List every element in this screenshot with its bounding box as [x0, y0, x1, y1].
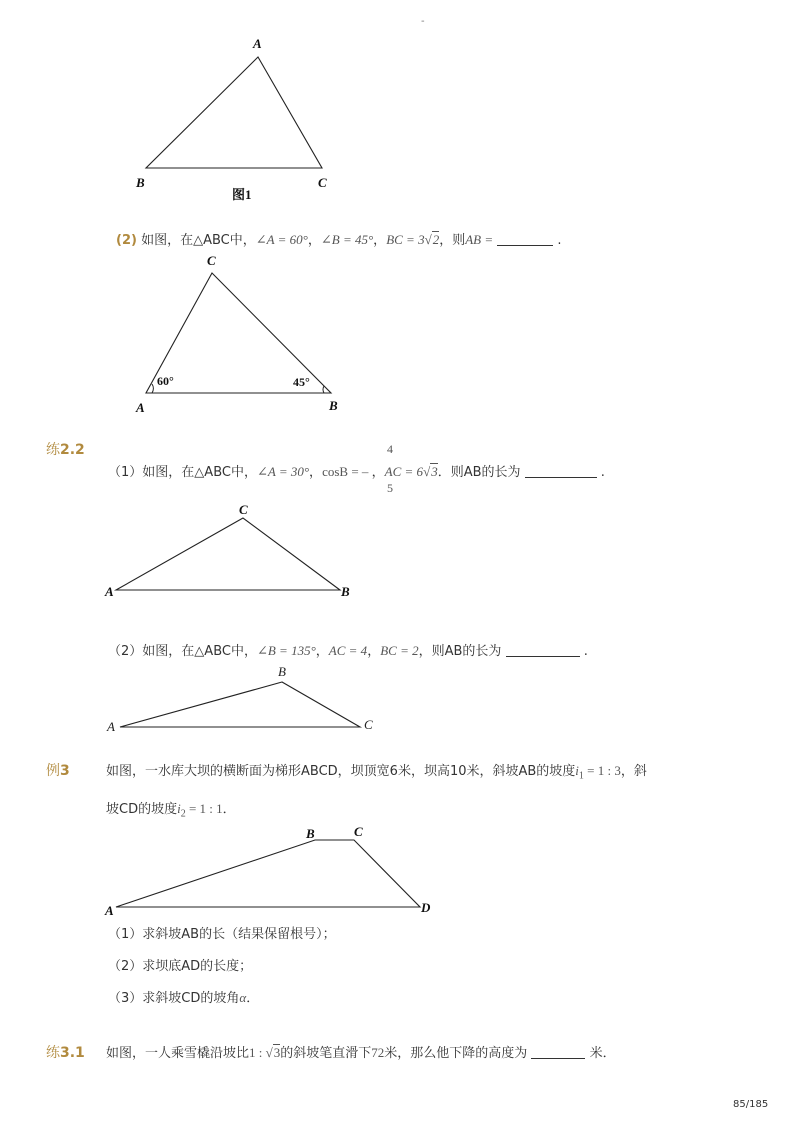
p2-sep1: ， [315, 644, 329, 659]
exercise-3-1-text2: 的斜坡笔直滑下 [280, 1046, 372, 1061]
fig1-caption: 图1 [232, 187, 252, 202]
exercise-3-1-number: 3.1 [60, 1045, 85, 1061]
q2-sep1: ， [307, 233, 321, 248]
exercise-3-1-ratio: 1 : [249, 1045, 266, 1060]
example-3-q2: （2）求坝底AD的长度； [108, 959, 253, 974]
p1-ac: AC = 6 [384, 464, 424, 479]
example-3-q3-end: ． [246, 991, 260, 1006]
exercise-3-1-char: 练 [46, 1045, 60, 1061]
fig4-label-a: A [107, 719, 115, 734]
fig5-label-b: B [306, 826, 315, 841]
p2-angle-b: ∠B = 135° [256, 643, 316, 658]
q2-end: . [557, 233, 562, 248]
example-3-i1: i [575, 763, 579, 778]
fig4-label-b: B [278, 664, 286, 679]
p1-sep2: ， [371, 465, 385, 480]
p2-ac: AC = 4 [328, 643, 368, 658]
fig1-label-a: A [253, 36, 262, 51]
p1-frac-denominator: 5 [387, 481, 393, 495]
fig2-label-c: C [207, 253, 216, 268]
exercise-3-1-text1: 如图，一人乘雪橇沿坡比 [106, 1046, 250, 1061]
p1-tri: △ABC中， [194, 465, 257, 480]
p1-text2: ．则AB的长为 [437, 465, 521, 480]
example-3-q3 [108, 987, 259, 1006]
q2-text1: 如图，在 [141, 233, 194, 248]
fig2-angle-60: 60° [157, 374, 174, 388]
exercise-3-1-text3: 米，那么他下降的高度为 [384, 1046, 528, 1061]
p1-end: . [600, 465, 605, 480]
p1-text1: 如图，在 [142, 465, 195, 480]
fig3-label-b: B [341, 584, 350, 599]
p1-root: 3 [431, 464, 438, 479]
example-3-ratio1: = 1 : 3 [583, 763, 621, 778]
fig5-label-c: C [354, 824, 363, 839]
fig3-label-c: C [239, 502, 248, 517]
fig3-label-a: A [105, 584, 114, 599]
fig5-label-a: A [105, 903, 114, 918]
example-3-text2b: ． [222, 802, 236, 817]
example-3-ratio2: = 1 : 1 [185, 801, 223, 816]
p2-text2: ，则AB的长为 [418, 644, 502, 659]
p1-frac-numerator: 4 [387, 442, 393, 456]
q2-sep2: ， [373, 233, 387, 248]
fig1-label-c: C [318, 175, 327, 190]
exercise-3-1-dist: 72 [371, 1045, 385, 1060]
q2-bc: BC = 3 [386, 232, 425, 247]
example-3-q3-text: （3）求斜坡CD的坡角 [108, 991, 240, 1006]
p1-line: （1）如图，在△ABC中，∠A = 30°，cosB = – ，AC = 6√3．则AB的长为 . [108, 464, 605, 480]
p1-cos: cosB = [322, 464, 359, 479]
fig2-angle-45: 45° [293, 375, 310, 389]
example-3-sub2: 2 [180, 808, 186, 820]
exercise-3-1-answer-blank [531, 1046, 585, 1059]
p2-number: （2） [108, 644, 143, 659]
example-3-text1: 如图，一水库大坝的横断面为梯形ABCD，坝顶宽6米，坝高10米，斜坡AB的坡度 [106, 764, 576, 779]
exercise-3-1-label [46, 1042, 85, 1062]
fig2-label-b: B [329, 398, 338, 413]
p1-number: （1） [108, 465, 143, 480]
q2-line: (2) 如图，在△ABC中，∠A = 60°，∠B = 45°，BC = 3√2，则AB = . [116, 232, 562, 248]
p1-frac-bar: – [358, 464, 372, 479]
exercise-3-1-text4: 米． [589, 1046, 616, 1061]
p1-sep1: ， [309, 465, 323, 480]
q2-angle-b: ∠B = 45° [320, 232, 374, 247]
p2-sep2: ， [367, 644, 381, 659]
q2-root: 2 [432, 232, 440, 247]
q2-number: (2) [116, 233, 137, 248]
q2-tri: △ABC中， [193, 233, 256, 248]
p1-angle-a: ∠A = 30° [256, 464, 310, 479]
fig5-label-d: D [421, 900, 431, 915]
page-number: 85/185 [733, 1099, 769, 1110]
example-3-q1: （1）求斜坡AB的长（结果保留根号）； [108, 927, 336, 942]
trapezoid-abcd [116, 840, 420, 907]
fig4-label-c: C [364, 717, 373, 732]
exercise-2-2-char: 练 [46, 442, 60, 458]
q2-ab: AB = [465, 232, 494, 247]
example-3-text2: 坡CD的坡度 [106, 802, 178, 817]
header-dash: - [421, 16, 425, 27]
p2-text1: 如图，在 [142, 644, 195, 659]
p2-bc: BC = 2 [380, 643, 419, 658]
fig2-label-a: A [136, 400, 145, 415]
p2-end: . [583, 644, 588, 659]
fig1-label-b: B [136, 175, 145, 190]
example-3-text1b: ，斜 [620, 764, 647, 779]
q2-angle-a: ∠A = 60° [255, 232, 308, 247]
exercise-2-2-number: 2.2 [60, 442, 85, 458]
q2-text2: ，则 [439, 233, 466, 248]
example-3-alpha: α [239, 990, 247, 1005]
example-3-i2: i [177, 801, 181, 816]
exercise-3-1-root: 3 [273, 1045, 281, 1060]
exercise-3-1-line: 如图，一人乘雪橇沿坡比1 : √3的斜坡笔直滑下72米，那么他下降的高度为 米． [106, 1045, 616, 1061]
example-3-number: 3 [60, 763, 70, 779]
example-3-sub1: 1 [578, 770, 584, 782]
p2-tri: △ABC中， [194, 644, 257, 659]
example-3-char: 例 [46, 763, 60, 779]
